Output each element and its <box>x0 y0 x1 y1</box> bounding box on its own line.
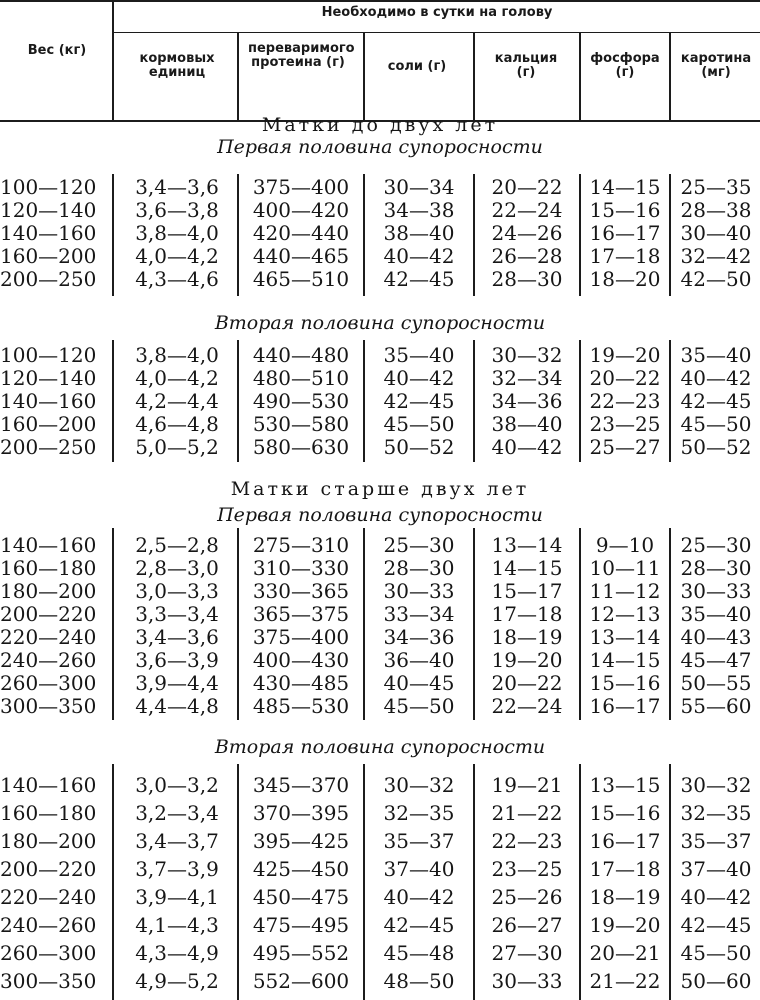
phosphorus-cell: 11—12 <box>589 579 661 603</box>
carotene-cell: 37—40 <box>680 857 752 881</box>
carotene-cell: 40—42 <box>680 366 752 390</box>
phosphorus-cell: 23—25 <box>589 412 661 436</box>
salt-cell: 33—34 <box>383 602 455 626</box>
weight-cell: 220—240 <box>0 885 97 909</box>
phosphorus-cell: 16—17 <box>589 221 661 245</box>
phosphorus-cell: 17—18 <box>589 857 661 881</box>
table-row <box>0 970 760 992</box>
salt-cell: 40—42 <box>383 366 455 390</box>
salt-cell: 36—40 <box>383 648 455 672</box>
protein-cell: 365—375 <box>252 602 350 626</box>
weight-cell: 120—140 <box>0 198 97 222</box>
table-row <box>0 774 760 796</box>
weight-cell: 160—180 <box>0 801 97 825</box>
weight-column-header: Вес (кг) <box>27 43 87 58</box>
table-row <box>0 176 760 198</box>
weight-cell: 160—200 <box>0 244 97 268</box>
protein-cell: 580—630 <box>252 435 350 459</box>
calcium-cell: 32—34 <box>491 366 563 390</box>
calcium-cell: 21—22 <box>491 801 563 825</box>
salt-cell: 48—50 <box>383 969 455 993</box>
carotene-cell: 55—60 <box>680 694 752 718</box>
group-header: Необходимо в сутки на голову <box>321 5 553 20</box>
column-header-protein: переваримого протеина (г) <box>248 41 355 70</box>
salt-cell: 30—34 <box>383 175 455 199</box>
calcium-cell: 22—24 <box>491 694 563 718</box>
weight-cell: 140—160 <box>0 533 97 557</box>
header-divider-4 <box>579 33 581 122</box>
salt-cell: 28—30 <box>383 556 455 580</box>
carotene-cell: 32—42 <box>680 244 752 268</box>
protein-cell: 395—425 <box>252 829 350 853</box>
feed-units-cell: 3,6—3,9 <box>135 648 219 672</box>
weight-cell: 160—200 <box>0 412 97 436</box>
carotene-cell: 50—52 <box>680 435 752 459</box>
table-row <box>0 245 760 267</box>
carotene-cell: 40—43 <box>680 625 752 649</box>
subsection-title: Первая половина супоросности <box>217 504 543 526</box>
protein-cell: 425—450 <box>252 857 350 881</box>
weight-cell: 200—250 <box>0 435 97 459</box>
salt-cell: 45—50 <box>383 694 455 718</box>
salt-cell: 30—33 <box>383 579 455 603</box>
carotene-cell: 42—45 <box>680 389 752 413</box>
subsection-title: Вторая половина супоросности <box>214 736 546 758</box>
calcium-cell: 25—26 <box>491 885 563 909</box>
weight-cell: 180—200 <box>0 829 97 853</box>
table-row <box>0 942 760 964</box>
weight-cell: 260—300 <box>0 671 97 695</box>
table-row <box>0 914 760 936</box>
rule <box>237 764 239 1000</box>
calcium-cell: 26—28 <box>491 244 563 268</box>
phosphorus-cell: 17—18 <box>589 244 661 268</box>
table-row <box>0 830 760 852</box>
header-group-rule <box>112 32 760 33</box>
protein-cell: 370—395 <box>252 801 350 825</box>
phosphorus-cell: 13—14 <box>589 625 661 649</box>
protein-cell: 495—552 <box>252 941 350 965</box>
feed-units-cell: 4,0—4,2 <box>135 366 219 390</box>
phosphorus-cell: 9—10 <box>595 533 655 557</box>
weight-cell: 300—350 <box>0 694 97 718</box>
weight-cell: 240—260 <box>0 648 97 672</box>
calcium-cell: 15—17 <box>491 579 563 603</box>
feed-units-cell: 3,2—3,4 <box>135 801 219 825</box>
phosphorus-cell: 15—16 <box>589 198 661 222</box>
calcium-cell: 34—36 <box>491 389 563 413</box>
phosphorus-cell: 18—20 <box>589 267 661 291</box>
weight-cell: 140—160 <box>0 389 97 413</box>
salt-cell: 38—40 <box>383 221 455 245</box>
feed-units-cell: 2,8—3,0 <box>135 556 219 580</box>
table-row <box>0 222 760 244</box>
carotene-cell: 35—40 <box>680 343 752 367</box>
rule <box>112 764 114 1000</box>
carotene-cell: 30—40 <box>680 221 752 245</box>
table-row <box>0 580 760 602</box>
weight-cell: 140—160 <box>0 221 97 245</box>
carotene-cell: 32—35 <box>680 801 752 825</box>
salt-cell: 30—32 <box>383 773 455 797</box>
feed-units-cell: 4,3—4,9 <box>135 941 219 965</box>
protein-cell: 485—530 <box>252 694 350 718</box>
protein-cell: 465—510 <box>252 267 350 291</box>
table-row <box>0 802 760 824</box>
calcium-cell: 17—18 <box>491 602 563 626</box>
weight-cell: 200—220 <box>0 857 97 881</box>
protein-cell: 400—430 <box>252 648 350 672</box>
feed-units-cell: 5,0—5,2 <box>135 435 219 459</box>
salt-cell: 42—45 <box>383 913 455 937</box>
table-row <box>0 199 760 221</box>
weight-cell: 140—160 <box>0 773 97 797</box>
calcium-cell: 30—32 <box>491 343 563 367</box>
carotene-cell: 30—32 <box>680 773 752 797</box>
feed-units-cell: 3,9—4,4 <box>135 671 219 695</box>
salt-cell: 37—40 <box>383 857 455 881</box>
protein-cell: 480—510 <box>252 366 350 390</box>
protein-cell: 330—365 <box>252 579 350 603</box>
feed-units-cell: 3,9—4,1 <box>135 885 219 909</box>
column-header-phosphorus: фосфора (г) <box>590 51 660 80</box>
phosphorus-cell: 20—22 <box>589 366 661 390</box>
phosphorus-cell: 14—15 <box>589 175 661 199</box>
feed-units-cell: 3,8—4,0 <box>135 221 219 245</box>
table-row <box>0 649 760 671</box>
subsection-title: Первая половина супоросности <box>217 136 543 158</box>
carotene-cell: 25—30 <box>680 533 752 557</box>
weight-cell: 300—350 <box>0 969 97 993</box>
salt-cell: 40—45 <box>383 671 455 695</box>
carotene-cell: 28—38 <box>680 198 752 222</box>
table-row <box>0 603 760 625</box>
carotene-cell: 28—30 <box>680 556 752 580</box>
phosphorus-cell: 25—27 <box>589 435 661 459</box>
salt-cell: 45—48 <box>383 941 455 965</box>
feed-units-cell: 4,0—4,2 <box>135 244 219 268</box>
phosphorus-cell: 15—16 <box>589 801 661 825</box>
protein-cell: 430—485 <box>252 671 350 695</box>
feed-units-cell: 3,4—3,7 <box>135 829 219 853</box>
rule <box>363 764 365 1000</box>
table-row <box>0 390 760 412</box>
feed-units-cell: 2,5—2,8 <box>135 533 219 557</box>
protein-cell: 440—465 <box>252 244 350 268</box>
protein-cell: 310—330 <box>252 556 350 580</box>
table-row <box>0 858 760 880</box>
weight-cell: 200—250 <box>0 267 97 291</box>
header-divider-5 <box>669 33 671 122</box>
phosphorus-cell: 18—19 <box>589 885 661 909</box>
feed-units-cell: 3,4—3,6 <box>135 625 219 649</box>
header-top-rule <box>0 0 760 2</box>
column-header-feed-units: кормовых единиц <box>139 51 215 80</box>
carotene-cell: 35—37 <box>680 829 752 853</box>
phosphorus-cell: 19—20 <box>589 913 661 937</box>
section-title-sows-under-two: Матки до двух лет <box>261 114 499 136</box>
weight-cell: 100—120 <box>0 175 97 199</box>
salt-cell: 50—52 <box>383 435 455 459</box>
feed-units-cell: 4,9—5,2 <box>135 969 219 993</box>
salt-cell: 35—37 <box>383 829 455 853</box>
weight-cell: 200—220 <box>0 602 97 626</box>
protein-cell: 490—530 <box>252 389 350 413</box>
weight-cell: 160—180 <box>0 556 97 580</box>
protein-cell: 420—440 <box>252 221 350 245</box>
feed-units-cell: 3,6—3,8 <box>135 198 219 222</box>
calcium-cell: 22—24 <box>491 198 563 222</box>
header-divider-2 <box>363 33 365 122</box>
calcium-cell: 23—25 <box>491 857 563 881</box>
calcium-cell: 24—26 <box>491 221 563 245</box>
salt-cell: 32—35 <box>383 801 455 825</box>
table-row <box>0 268 760 290</box>
table-row <box>0 557 760 579</box>
subsection-title: Вторая половина супоросности <box>214 312 546 334</box>
table-row <box>0 534 760 556</box>
carotene-cell: 42—45 <box>680 913 752 937</box>
feed-units-cell: 3,7—3,9 <box>135 857 219 881</box>
calcium-cell: 13—14 <box>491 533 563 557</box>
table-row <box>0 886 760 908</box>
header-divider-3 <box>473 33 475 122</box>
table-row <box>0 344 760 366</box>
table-row <box>0 367 760 389</box>
feed-units-cell: 4,2—4,4 <box>135 389 219 413</box>
calcium-cell: 14—15 <box>491 556 563 580</box>
calcium-cell: 20—22 <box>491 175 563 199</box>
salt-cell: 45—50 <box>383 412 455 436</box>
salt-cell: 42—45 <box>383 389 455 413</box>
phosphorus-cell: 22—23 <box>589 389 661 413</box>
salt-cell: 42—45 <box>383 267 455 291</box>
protein-cell: 450—475 <box>252 885 350 909</box>
calcium-cell: 30—33 <box>491 969 563 993</box>
weight-cell: 240—260 <box>0 913 97 937</box>
calcium-cell: 40—42 <box>491 435 563 459</box>
feed-units-cell: 4,6—4,8 <box>135 412 219 436</box>
feed-units-cell: 4,4—4,8 <box>135 694 219 718</box>
salt-cell: 35—40 <box>383 343 455 367</box>
protein-cell: 375—400 <box>252 625 350 649</box>
rule <box>579 764 581 1000</box>
section-title-sows-over-two: Матки старше двух лет <box>230 478 530 500</box>
phosphorus-cell: 10—11 <box>589 556 661 580</box>
feed-units-cell: 3,8—4,0 <box>135 343 219 367</box>
feed-units-cell: 3,0—3,3 <box>135 579 219 603</box>
table-row <box>0 626 760 648</box>
calcium-cell: 26—27 <box>491 913 563 937</box>
phosphorus-cell: 12—13 <box>589 602 661 626</box>
column-header-salt: соли (г) <box>387 59 447 74</box>
protein-cell: 530—580 <box>252 412 350 436</box>
rule <box>669 764 671 1000</box>
rule <box>473 764 475 1000</box>
protein-cell: 345—370 <box>252 773 350 797</box>
weight-cell: 100—120 <box>0 343 97 367</box>
protein-cell: 475—495 <box>252 913 350 937</box>
carotene-cell: 42—50 <box>680 267 752 291</box>
calcium-cell: 20—22 <box>491 671 563 695</box>
protein-cell: 400—420 <box>252 198 350 222</box>
protein-cell: 275—310 <box>252 533 350 557</box>
feed-units-cell: 4,1—4,3 <box>135 913 219 937</box>
carotene-cell: 50—60 <box>680 969 752 993</box>
carotene-cell: 45—50 <box>680 412 752 436</box>
calcium-cell: 27—30 <box>491 941 563 965</box>
carotene-cell: 45—50 <box>680 941 752 965</box>
feed-units-cell: 3,3—3,4 <box>135 602 219 626</box>
salt-cell: 40—42 <box>383 885 455 909</box>
weight-cell: 220—240 <box>0 625 97 649</box>
table-row <box>0 413 760 435</box>
phosphorus-cell: 19—20 <box>589 343 661 367</box>
feed-units-cell: 4,3—4,6 <box>135 267 219 291</box>
salt-cell: 34—38 <box>383 198 455 222</box>
salt-cell: 34—36 <box>383 625 455 649</box>
carotene-cell: 50—55 <box>680 671 752 695</box>
carotene-cell: 35—40 <box>680 602 752 626</box>
calcium-cell: 19—21 <box>491 773 563 797</box>
table-row <box>0 672 760 694</box>
phosphorus-cell: 21—22 <box>589 969 661 993</box>
table-row <box>0 695 760 717</box>
calcium-cell: 19—20 <box>491 648 563 672</box>
phosphorus-cell: 14—15 <box>589 648 661 672</box>
table-row <box>0 436 760 458</box>
header-divider-1 <box>237 33 239 122</box>
weight-cell: 260—300 <box>0 941 97 965</box>
weight-cell: 120—140 <box>0 366 97 390</box>
salt-cell: 25—30 <box>383 533 455 557</box>
phosphorus-cell: 15—16 <box>589 671 661 695</box>
phosphorus-cell: 16—17 <box>589 829 661 853</box>
carotene-cell: 45—47 <box>680 648 752 672</box>
feed-units-cell: 3,0—3,2 <box>135 773 219 797</box>
protein-cell: 375—400 <box>252 175 350 199</box>
calcium-cell: 38—40 <box>491 412 563 436</box>
calcium-cell: 22—23 <box>491 829 563 853</box>
carotene-cell: 40—42 <box>680 885 752 909</box>
column-header-carotene: каротина (мг) <box>680 51 752 80</box>
weight-cell: 180—200 <box>0 579 97 603</box>
column-header-calcium: кальция (г) <box>494 51 558 80</box>
carotene-cell: 25—35 <box>680 175 752 199</box>
calcium-cell: 18—19 <box>491 625 563 649</box>
phosphorus-cell: 13—15 <box>589 773 661 797</box>
calcium-cell: 28—30 <box>491 267 563 291</box>
phosphorus-cell: 20—21 <box>589 941 661 965</box>
protein-cell: 552—600 <box>252 969 350 993</box>
salt-cell: 40—42 <box>383 244 455 268</box>
feed-units-cell: 3,4—3,6 <box>135 175 219 199</box>
protein-cell: 440—480 <box>252 343 350 367</box>
carotene-cell: 30—33 <box>680 579 752 603</box>
phosphorus-cell: 16—17 <box>589 694 661 718</box>
